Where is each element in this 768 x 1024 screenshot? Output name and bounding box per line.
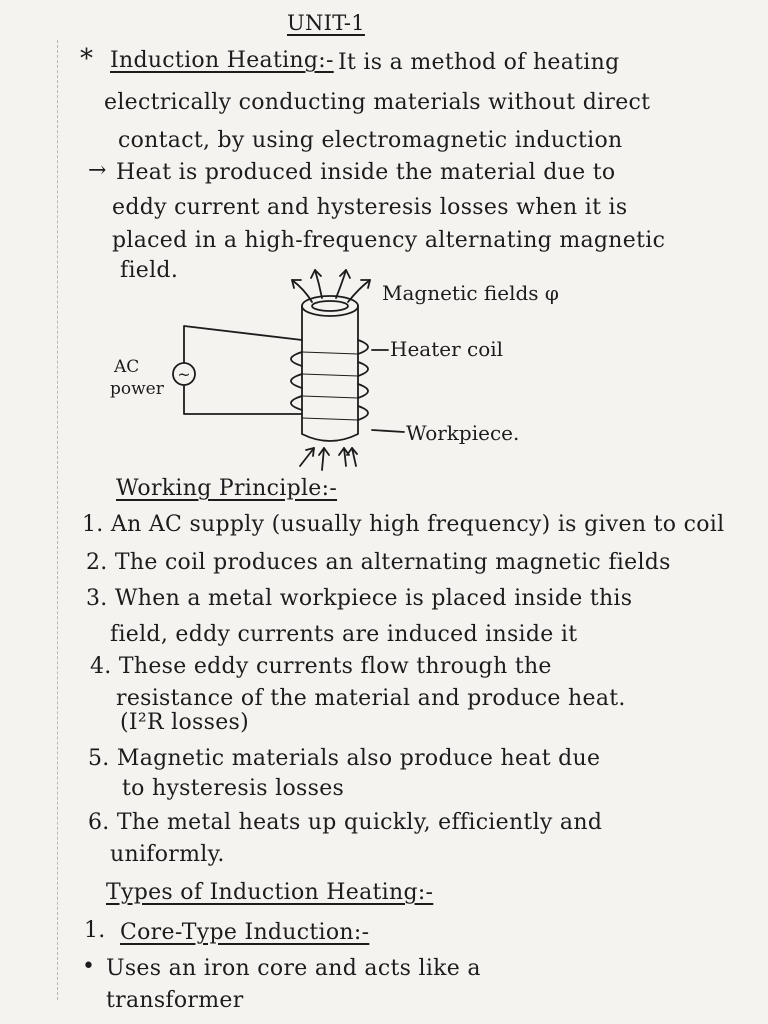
ac-source-glyph: ~ xyxy=(177,365,191,384)
definition-line-1: It is a method of heating xyxy=(338,50,620,75)
heat-line-1: Heat is produced inside the material due to xyxy=(116,160,616,185)
magnetic-fields-label: Magnetic fields φ xyxy=(382,281,559,305)
circuit-wires xyxy=(184,326,302,414)
induction-heating-term: Induction Heating:- xyxy=(110,48,334,73)
heat-arrow: → xyxy=(88,158,107,183)
working-line-1: 1. An AC supply (usually high frequency) is given to coil xyxy=(82,512,725,537)
working-line-11: uniformly. xyxy=(110,842,225,867)
ac-label: AC xyxy=(114,357,140,377)
types-title: Types of Induction Heating:- xyxy=(106,880,434,905)
types-item-number: 1. xyxy=(84,918,106,943)
heat-line-4: field. xyxy=(120,258,179,283)
working-line-10: 6. The metal heats up quickly, efficiently and xyxy=(88,810,603,835)
core-type-line-2: transformer xyxy=(106,988,244,1013)
intro-bullet: * xyxy=(80,44,94,74)
heat-line-2: eddy current and hysteresis losses when it is xyxy=(112,195,628,220)
core-type-line-1: Uses an iron core and acts like a xyxy=(106,956,481,981)
magnetic-field-arrows-bottom xyxy=(300,448,357,470)
types-bullet: • xyxy=(82,954,96,979)
workpiece-label: Workpiece. xyxy=(406,421,520,445)
working-principle-title: Working Principle:- xyxy=(116,476,338,501)
working-line-9: to hysteresis losses xyxy=(122,776,345,801)
core-type-title: Core-Type Induction:- xyxy=(120,920,370,945)
working-line-4: field, eddy currents are induced inside it xyxy=(110,622,578,647)
working-line-7: (I²R losses) xyxy=(120,710,250,735)
definition-line-2: electrically conducting materials without direct xyxy=(104,90,651,115)
definition-line-3: contact, by using electromagnetic induction xyxy=(118,128,623,153)
magnetic-field-arrows-top xyxy=(292,270,370,302)
working-line-2: 2. The coil produces an alternating magnetic fields xyxy=(86,550,671,575)
heat-line-3: placed in a high-frequency alternating magnetic xyxy=(112,228,666,253)
working-line-5: 4. These eddy currents flow through the xyxy=(90,654,552,679)
working-line-6: resistance of the material and produce heat. xyxy=(116,686,626,711)
heater-coil-label: Heater coil xyxy=(390,337,504,361)
working-line-3: 3. When a metal workpiece is placed inside this xyxy=(86,586,633,611)
unit-heading: UNIT-1 xyxy=(287,11,365,35)
power-label: power xyxy=(110,379,164,399)
induction-heating-diagram xyxy=(0,0,768,480)
working-line-8: 5. Magnetic materials also produce heat due xyxy=(88,746,601,771)
